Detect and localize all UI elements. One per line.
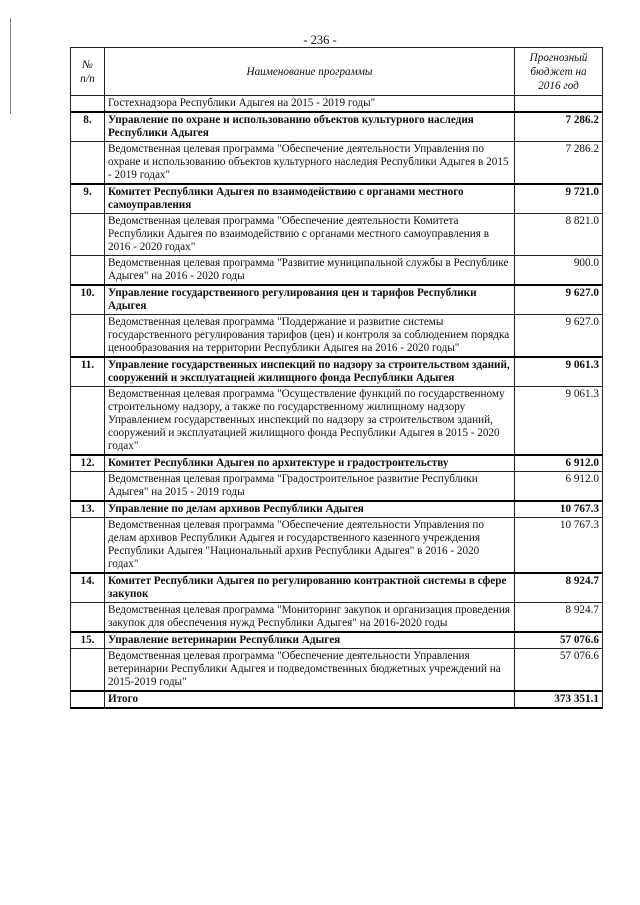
group-name: Комитет Республики Адыгея по взаимодействию с органами местного самоуправления xyxy=(105,184,515,214)
group-number: 10. xyxy=(71,285,105,315)
group-number: 9. xyxy=(71,184,105,214)
item-number xyxy=(71,518,105,574)
group-amount: 7 286.2 xyxy=(515,112,603,142)
program-group-row xyxy=(71,184,603,214)
item-number xyxy=(71,603,105,633)
program-group-row xyxy=(71,573,603,603)
table-header-row xyxy=(71,48,603,96)
total-label: Итого xyxy=(105,691,515,708)
program-item-row xyxy=(71,387,603,456)
total-amount: 373 351.1 xyxy=(515,691,603,708)
group-name: Комитет Республики Адыгея по архитектуре и градостроительству xyxy=(105,455,515,472)
item-amount: 9 061.3 xyxy=(515,387,603,456)
item-amount: 7 286.2 xyxy=(515,142,603,185)
program-item-row xyxy=(71,315,603,358)
item-number xyxy=(71,472,105,502)
item-name: Ведомственная целевая программа "Поддержание и развитие системы государственного регулирования тарифов (цен) и контроля за соблюдением порядка ценообразования на территории Республики Адыгея на 2016 - 2020 годы" xyxy=(105,315,515,358)
program-item-row xyxy=(71,214,603,256)
program-item-row xyxy=(71,142,603,185)
total-number xyxy=(71,691,105,708)
program-group-row xyxy=(71,455,603,472)
group-number: 11. xyxy=(71,357,105,387)
item-number xyxy=(71,649,105,692)
item-number xyxy=(71,256,105,286)
program-item-row xyxy=(71,603,603,633)
item-name: Ведомственная целевая программа "Развитие муниципальной службы в Республике Адыгея" на 2016 - 2020 годы xyxy=(105,256,515,286)
group-number: 15. xyxy=(71,632,105,649)
group-name: Комитет Республики Адыгея по регулированию контрактной системы в сфере закупок xyxy=(105,573,515,603)
item-amount: 8 821.0 xyxy=(515,214,603,256)
item-name: Ведомственная целевая программа "Мониторинг закупок и организация проведения закупок для обеспечения нужд Республики Адыгея" на 2016-2020 годы xyxy=(105,603,515,633)
total-row xyxy=(71,691,603,708)
group-name: Управление государственного регулирования цен и тарифов Республики Адыгея xyxy=(105,285,515,315)
programs-table xyxy=(70,47,603,709)
item-amount: 10 767.3 xyxy=(515,518,603,574)
group-number: 12. xyxy=(71,455,105,472)
group-name: Управление по делам архивов Республики Адыгея xyxy=(105,501,515,518)
page-number: - 236 - xyxy=(303,33,337,47)
item-name: Ведомственная целевая программа "Обеспечение деятельности Комитета Республики Адыгея по взаимодействию с органами местного самоуправления в 2016 - 2020 годах" xyxy=(105,214,515,256)
item-amount: 8 924.7 xyxy=(515,603,603,633)
program-group-row xyxy=(71,632,603,649)
header-program-name: Наименование программы xyxy=(105,48,515,96)
group-amount: 9 721.0 xyxy=(515,184,603,214)
item-number xyxy=(71,387,105,456)
header-budget: Прогнозный бюджет на 2016 год xyxy=(515,48,603,96)
program-group-row xyxy=(71,285,603,315)
group-number: 14. xyxy=(71,573,105,603)
group-amount: 57 076.6 xyxy=(515,632,603,649)
header-number: № п/п xyxy=(71,48,105,96)
item-name: Ведомственная целевая программа "Градостроительное развитие Республики Адыгея" на 2015 - 2019 годы xyxy=(105,472,515,502)
item-number xyxy=(71,315,105,358)
item-name: Ведомственная целевая программа "Обеспечение деятельности Управления по охране и использованию объектов культурного наследия Республики Адыгея в 2015 - 2019 годах" xyxy=(105,142,515,185)
program-item-row xyxy=(71,472,603,502)
item-amount: 9 627.0 xyxy=(515,315,603,358)
group-number: 13. xyxy=(71,501,105,518)
item-amount: 900.0 xyxy=(515,256,603,286)
continuation-text: Гостехнадзора Республики Адыгея на 2015 - 2019 годы" xyxy=(105,96,515,113)
item-amount: 57 076.6 xyxy=(515,649,603,692)
group-amount: 9 061.3 xyxy=(515,357,603,387)
program-item-row xyxy=(71,649,603,692)
program-item-row xyxy=(71,518,603,574)
item-name: Ведомственная целевая программа "Обеспечение деятельности Управления по делам архивов Республики Адыгея и государственного казенного учреждения Республики Адыгея "Национальный архив Республики Адыгея" в 2016 - 2020 годах" xyxy=(105,518,515,574)
group-amount: 8 924.7 xyxy=(515,573,603,603)
group-name: Управление ветеринарии Республики Адыгея xyxy=(105,632,515,649)
continuation-amount xyxy=(515,96,603,113)
group-name: Управление по охране и использованию объектов культурного наследия Республики Адыгея xyxy=(105,112,515,142)
item-name: Ведомственная целевая программа "Обеспечение деятельности Управления ветеринарии Республики Адыгея и подведомственных бюджетных учреждений на 2015-2019 годы" xyxy=(105,649,515,692)
group-amount: 9 627.0 xyxy=(515,285,603,315)
item-amount: 6 912.0 xyxy=(515,472,603,502)
group-amount: 6 912.0 xyxy=(515,455,603,472)
program-group-row xyxy=(71,357,603,387)
program-item-row xyxy=(71,256,603,286)
group-number: 8. xyxy=(71,112,105,142)
continuation-row xyxy=(71,96,603,113)
item-number xyxy=(71,214,105,256)
group-name: Управление государственных инспекций по надзору за строительством зданий, сооружений и эксплуатацией жилищного фонда Республики Адыгея xyxy=(105,357,515,387)
program-group-row xyxy=(71,501,603,518)
item-number xyxy=(71,142,105,185)
item-name: Ведомственная целевая программа "Осуществление функций по государственному строительному надзору, а также по государственному жилищному надзору Управлением государственных инспекций по надзору за строительством зданий, сооружений и эксплуатацией жилищного фонда Республики Адыгея в 2015 - 2020 годах" xyxy=(105,387,515,456)
group-amount: 10 767.3 xyxy=(515,501,603,518)
continuation-number xyxy=(71,96,105,113)
program-group-row xyxy=(71,112,603,142)
